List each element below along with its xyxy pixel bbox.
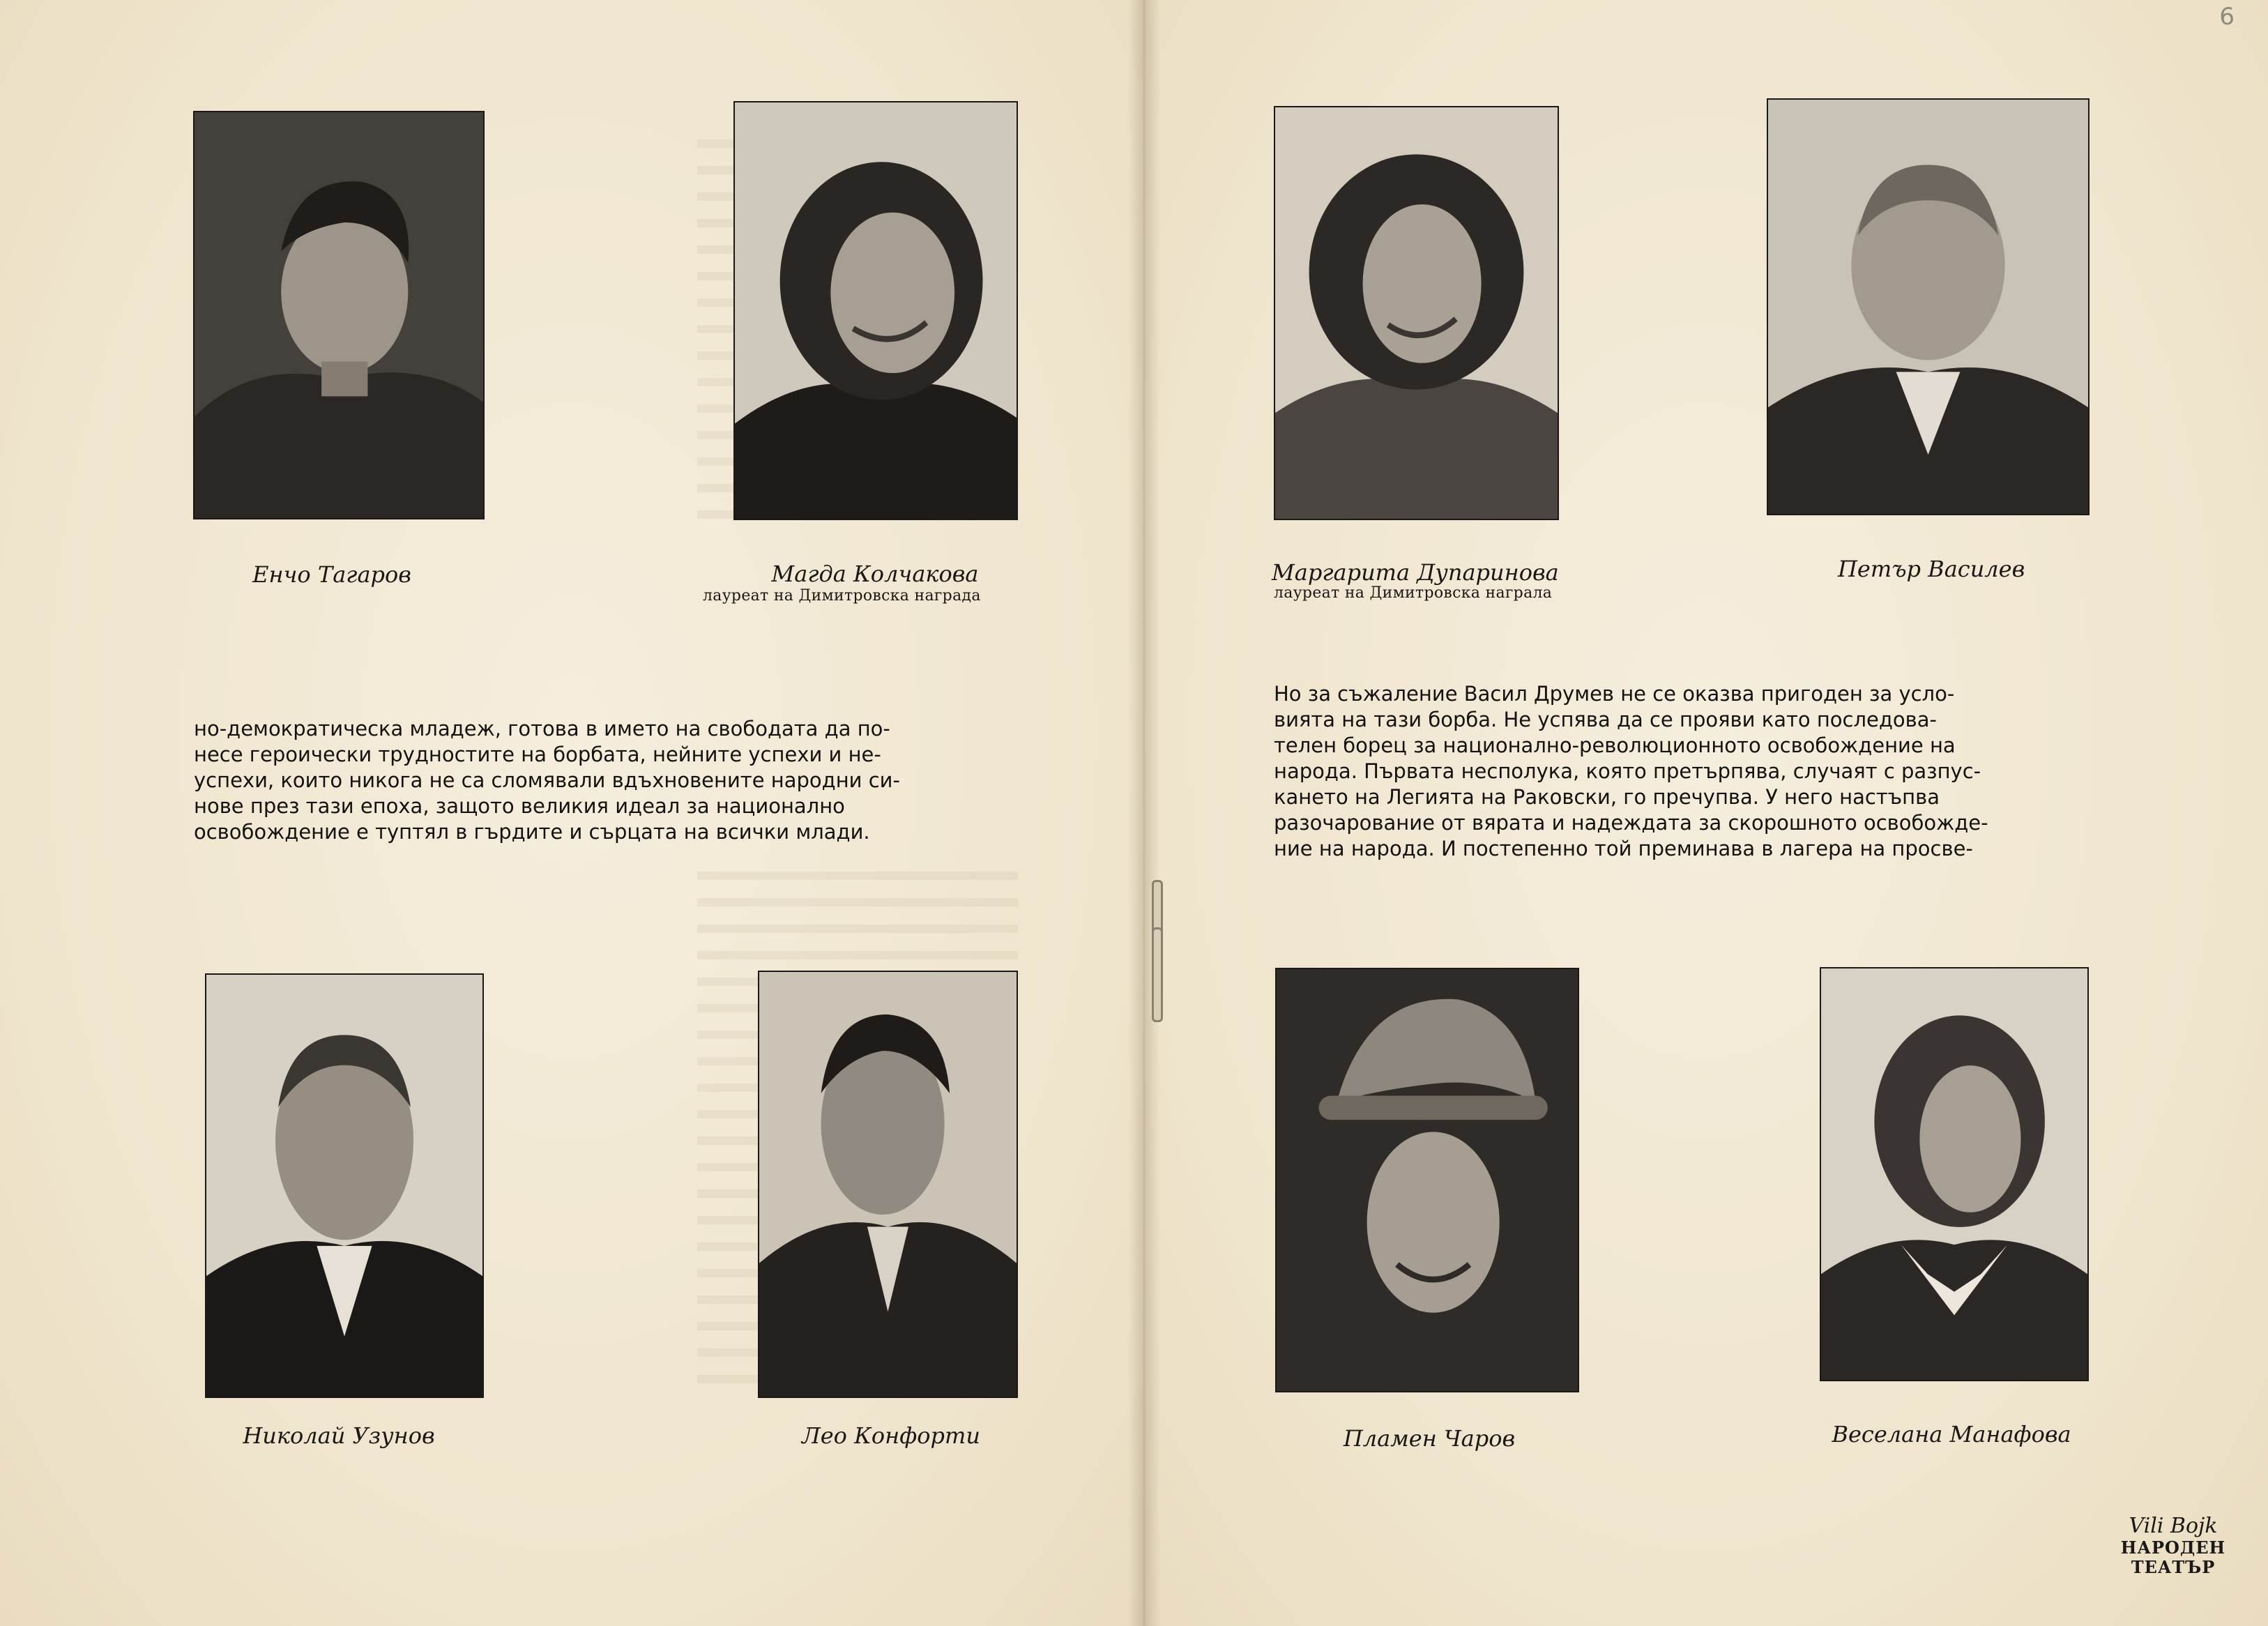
- portrait-photo-enco: [195, 112, 483, 518]
- caption-petar: Петър Василев: [1838, 556, 2025, 582]
- text-line: ние на народа. И постепенно той преминава в лагера на просве-: [1274, 837, 1973, 860]
- caption-plamen: Пламен Чаров: [1343, 1425, 1516, 1452]
- caption-leo: Лео Конфорти: [802, 1422, 980, 1449]
- portrait-photo-magda: [735, 102, 1017, 519]
- portrait-photo-petar: [1768, 100, 2088, 514]
- text-line: кането на Легията на Раковски, го пречупва. У него настъпва: [1274, 785, 1940, 809]
- text-line: успехи, които никога не са сломявали вдъхновените народни си-: [194, 768, 900, 792]
- caption-enco: Енчо Тагаров: [252, 561, 411, 588]
- text-line: освобождение е туптял в гърдите и сърцата на всички млади.: [194, 820, 870, 844]
- text-line: нове през тази епоха, защото великия идеал за национално: [194, 794, 845, 818]
- right-paragraph: [1274, 681, 2090, 862]
- caption-margarita-subtitle: лауреат на Димитровска награла: [1274, 584, 1553, 602]
- text-line: вията на тази борба. Не успява да се прояви като последова-: [1274, 708, 1937, 731]
- text-line: разочарование от вярата и надеждата за скорошното освобожде-: [1274, 811, 1988, 835]
- text-line: но-демократическа младеж, готова в името на свободата да по-: [194, 717, 890, 740]
- text-line: телен борец за национално-революционното освобождение на: [1274, 734, 1956, 757]
- page-number: 6: [2219, 3, 2235, 31]
- caption-margarita: Маргарита Дупаринова: [1272, 559, 1559, 586]
- left-paragraph: [194, 716, 1017, 845]
- theatre-stamp: [2114, 1514, 2232, 1598]
- portrait-photo-veselana: [1821, 968, 2087, 1380]
- book-gutter: [1128, 0, 1160, 1626]
- stamp-signature: Vili Bojk: [2129, 1514, 2218, 1538]
- caption-magda-subtitle: лауреат на Димитровска награда: [703, 587, 981, 605]
- portrait-photo-margarita: [1275, 107, 1558, 519]
- staple-bottom: [1152, 927, 1163, 1022]
- text-line: народа. Първата несполука, която претърпява, случаят с разпус-: [1274, 759, 1981, 783]
- portrait-photo-plamen: [1277, 969, 1578, 1391]
- text-line: Но за съжаление Васил Друмев не се оказва пригоден за усло-: [1274, 682, 1955, 706]
- caption-nikolay: Николай Узунов: [243, 1422, 435, 1449]
- text-line: несе героически трудностите на борбата, нейните успехи и не-: [194, 743, 881, 766]
- portrait-photo-leo: [759, 972, 1017, 1397]
- portrait-photo-nikolay: [206, 975, 482, 1397]
- caption-magda: Магда Колчакова: [771, 561, 979, 587]
- stamp-line-2: ТЕАТЪР: [2131, 1557, 2216, 1577]
- caption-veselana: Веселана Манафова: [1832, 1421, 2071, 1448]
- stamp-line-1: НАРОДЕН: [2120, 1537, 2226, 1558]
